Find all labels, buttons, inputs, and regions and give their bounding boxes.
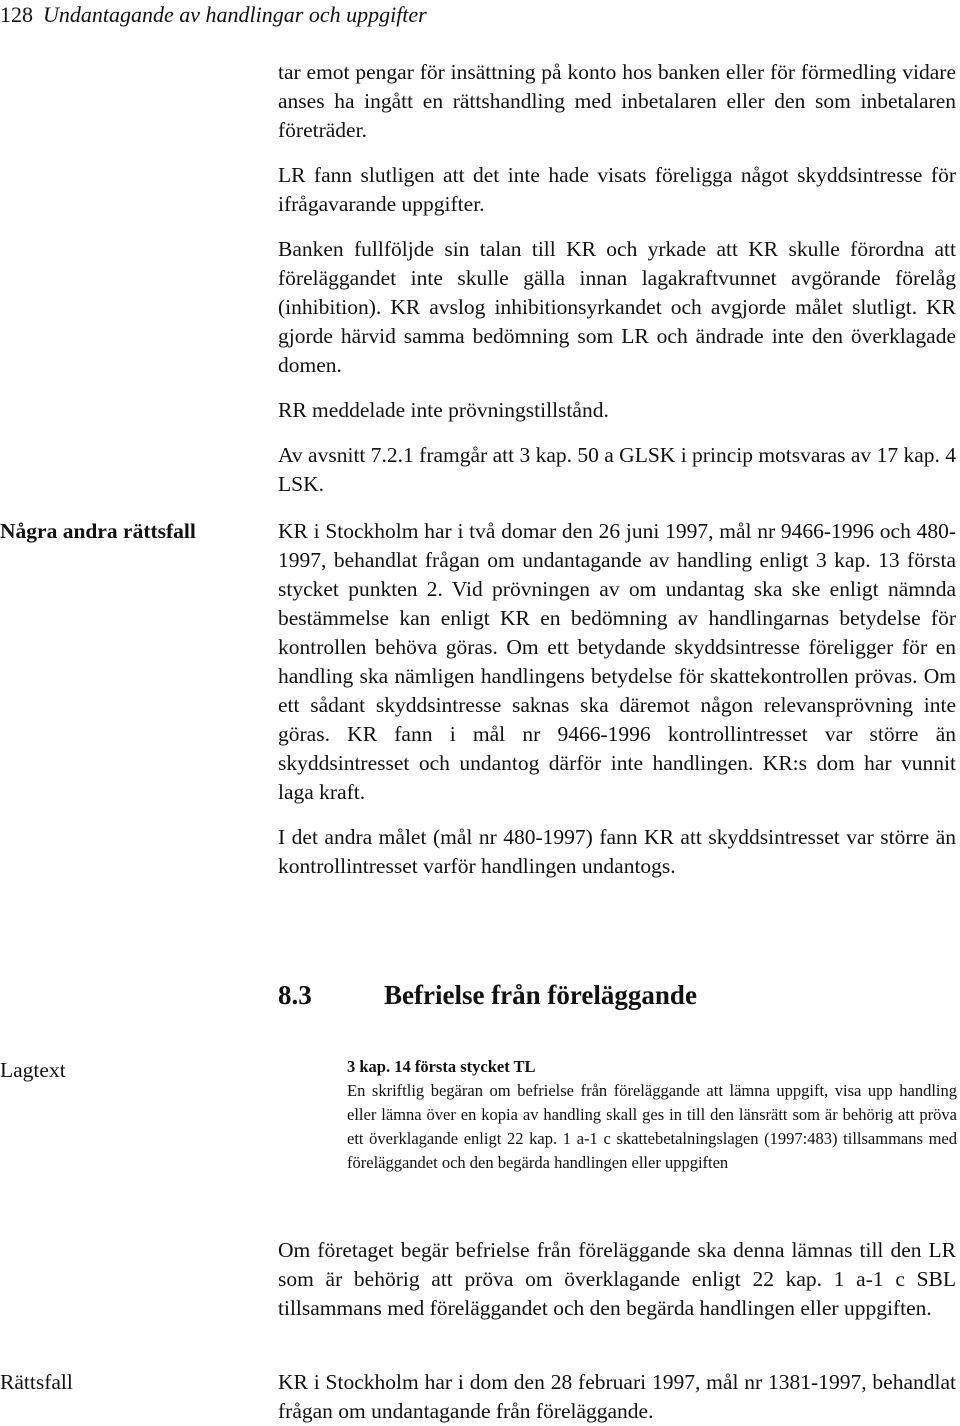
section-heading: [278, 977, 697, 1013]
chapter-title: Undantagande av handlingar och uppgifter: [43, 2, 427, 27]
cases-block: [278, 1368, 956, 1426]
paragraph-second-case: I det andra målet (mål nr 480-1997) fann KR att skyddsintresset var större än kontrollintresset varför handlingen undantogs.: [278, 825, 956, 878]
law-quote-title: 3 kap. 14 första stycket TL: [347, 1057, 536, 1076]
paragraph-section-reference: Av avsnitt 7.2.1 framgår att 3 kap. 50 a GLSK i princip motsvaras av 17 kap. 4 LSK.: [278, 443, 956, 496]
paragraph-kr-ruling-1997: KR i Stockholm har i dom den 28 februari 1997, mål nr 1381-1997, behandlat frågan om undantagande från föreläggande.: [278, 1370, 956, 1423]
law-quote-text: En skriftlig begäran om befrielse från föreläggande att lämna uppgift, visa upp handling eller lämna över en kopia av handling skall ges in till den länsrätt som är behörig att pröva ett överklagande enligt 22 kap. 1 a-1 c skattebetalningslagen (1997:483) tillsammans med föreläggandet och den begärda handlingen eller uppgiften: [347, 1081, 957, 1172]
other-cases-block: [278, 517, 956, 881]
running-header: [0, 0, 427, 34]
paragraph-kr-stockholm-rulings: KR i Stockholm har i två domar den 26 juni 1997, mål nr 9466-1996 och 480-1997, behandlat frågan om undantagande av handling enligt 3 kap. 13 första stycket punkten 2. Vid prövningen av om undantag ska ske enligt nämnda bestämmelse kan enligt KR en bedömning av handlingarnas betydelse för kontrollen behöva göras. Om ett betydande skyddsintresse föreligger för en handling ska nämligen handlingens betydelse för skattekontrollen prövas. Om ett sådant skyddsintresse saknas ska däremot någon relevansprövning inte göras. KR fann i mål nr 9466-1996 kontrollintresset var större än skyddsintresset och undantog därför inte handlingen. KR:s dom har vunnit laga kraft.: [278, 519, 956, 804]
paragraph-exemption-request: Om företaget begär befrielse från föreläggande ska denna lämnas till den LR som är behörig att pröva om överklagande enligt 22 kap. 1 a-1 c SBL tillsammans med föreläggandet och den begärda handlingen eller uppgiften.: [278, 1238, 956, 1320]
side-label-cases: Rättsfall: [0, 1370, 73, 1394]
page-number: 128: [0, 2, 33, 27]
paragraph-bank-intro: tar emot pengar för insättning på konto hos banken eller för förmedling vidare anses ha ingått en rättshandling med inbetalaren eller den som inbetalaren företräder.: [278, 60, 956, 142]
top-text-block: [278, 58, 956, 499]
section-number: 8.3: [278, 980, 312, 1010]
side-label-law-text: Lagtext: [0, 1058, 66, 1082]
paragraph-kr-appeal: Banken fullföljde sin talan till KR och yrkade att KR skulle förordna att föreläggandet inte skulle gälla innan lagakraftvunnet avgörande förelåg (inhibition). KR avslog inhibitionsyrkandet och avgjorde målet slutligt. KR gjorde härvid samma bedömning som LR och ändrade inte den överklagade domen.: [278, 237, 956, 377]
side-label-other-cases: Några andra rättsfall: [0, 519, 196, 543]
paragraph-rr-decision: RR meddelade inte prövningstillstånd.: [278, 398, 609, 422]
after-law-block: [278, 1236, 956, 1323]
section-title: Befrielse från föreläggande: [384, 980, 697, 1010]
law-quote: [347, 1055, 957, 1175]
paragraph-lr-conclusion: LR fann slutligen att det inte hade visats föreligga något skyddsintresse för ifrågavarande uppgifter.: [278, 163, 956, 216]
